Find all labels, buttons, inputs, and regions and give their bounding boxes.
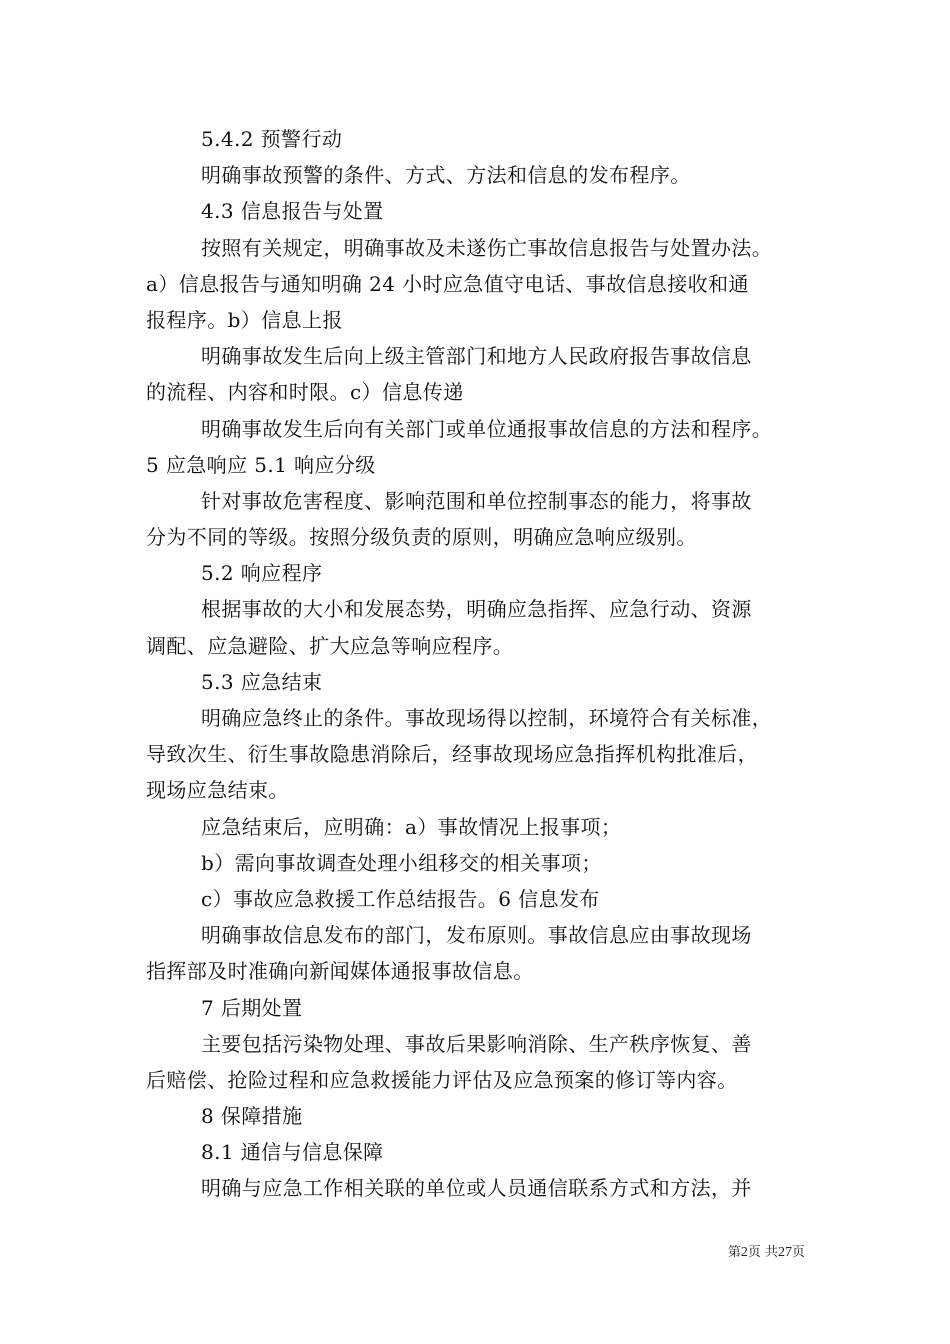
paragraph-line: 分为不同的等级。按照分级负责的原则，明确应急响应级别。 (146, 525, 697, 550)
paragraph-line: 导致次生、衍生事故隐患消除后，经事故现场应急指挥机构批准后， (146, 742, 758, 767)
section-heading: 5.3 应急结束 (201, 669, 323, 694)
section-heading: 8 保障措施 (201, 1104, 303, 1129)
list-item: b）需向事故调查处理小组移交的相关事项； (201, 850, 602, 875)
paragraph-line: 应急结束后，应明确：a）事故情况上报事项； (201, 814, 622, 839)
section-heading: 4.3 信息报告与处置 (201, 199, 384, 224)
paragraph-line: 按照有关规定，明确事故及未遂伤亡事故信息报告与处置办法。 (201, 235, 773, 260)
footer-suffix: 页 (791, 1245, 805, 1260)
page-number-footer (728, 1245, 805, 1261)
paragraph-line: a）信息报告与通知明确 24 小时应急值守电话、事故信息接收和通 (146, 271, 749, 296)
paragraph-line: 明确事故预警的条件、方式、方法和信息的发布程序。 (201, 163, 691, 188)
paragraph-line: 根据事故的大小和发展态势，明确应急指挥、应急行动、资源 (201, 597, 752, 622)
paragraph-line: 明确事故信息发布的部门，发布原则。事故信息应由事故现场 (201, 923, 752, 948)
paragraph-line: 报程序。b）信息上报 (146, 307, 343, 332)
paragraph-line: 针对事故危害程度、影响范围和单位控制事态的能力，将事故 (201, 488, 752, 513)
list-item: c）事故应急救援工作总结报告。6 信息发布 (201, 886, 600, 911)
footer-prefix: 第 (727, 1245, 741, 1260)
section-heading: 8.1 通信与信息保障 (201, 1140, 384, 1165)
paragraph-line: 调配、应急避险、扩大应急等响应程序。 (146, 633, 514, 658)
section-heading: 5 应急响应 5.1 响应分级 (146, 452, 376, 477)
paragraph-line: 现场应急结束。 (146, 778, 289, 803)
paragraph-line: 后赔偿、抢险过程和应急救援能力评估及应急预案的修订等内容。 (146, 1067, 738, 1092)
paragraph-line: 明确应急终止的条件。事故现场得以控制，环境符合有关标准， (201, 706, 773, 730)
current-page-number: 2 (740, 1245, 748, 1260)
section-heading: 5.4.2 预警行动 (201, 127, 343, 151)
paragraph-line: 明确事故发生后向上级主管部门和地方人民政府报告事故信息 (201, 344, 752, 369)
paragraph-line: 的流程、内容和时限。c）信息传递 (146, 380, 464, 405)
paragraph-line: 指挥部及时准确向新闻媒体通报事故信息。 (146, 959, 534, 984)
section-heading: 5.2 响应程序 (201, 561, 323, 586)
section-heading: 7 后期处置 (201, 995, 303, 1020)
document-body (146, 121, 810, 1207)
paragraph-line: 主要包括污染物处理、事故后果影响消除、生产秩序恢复、善 (201, 1031, 752, 1056)
footer-middle: 页 共 (747, 1245, 778, 1260)
paragraph-line: 明确与应急工作相关联的单位或人员通信联系方式和方法，并 (201, 1176, 752, 1201)
paragraph-line: 明确事故发生后向有关部门或单位通报事故信息的方法和程序。 (201, 416, 773, 441)
total-pages-number: 27 (777, 1245, 792, 1260)
